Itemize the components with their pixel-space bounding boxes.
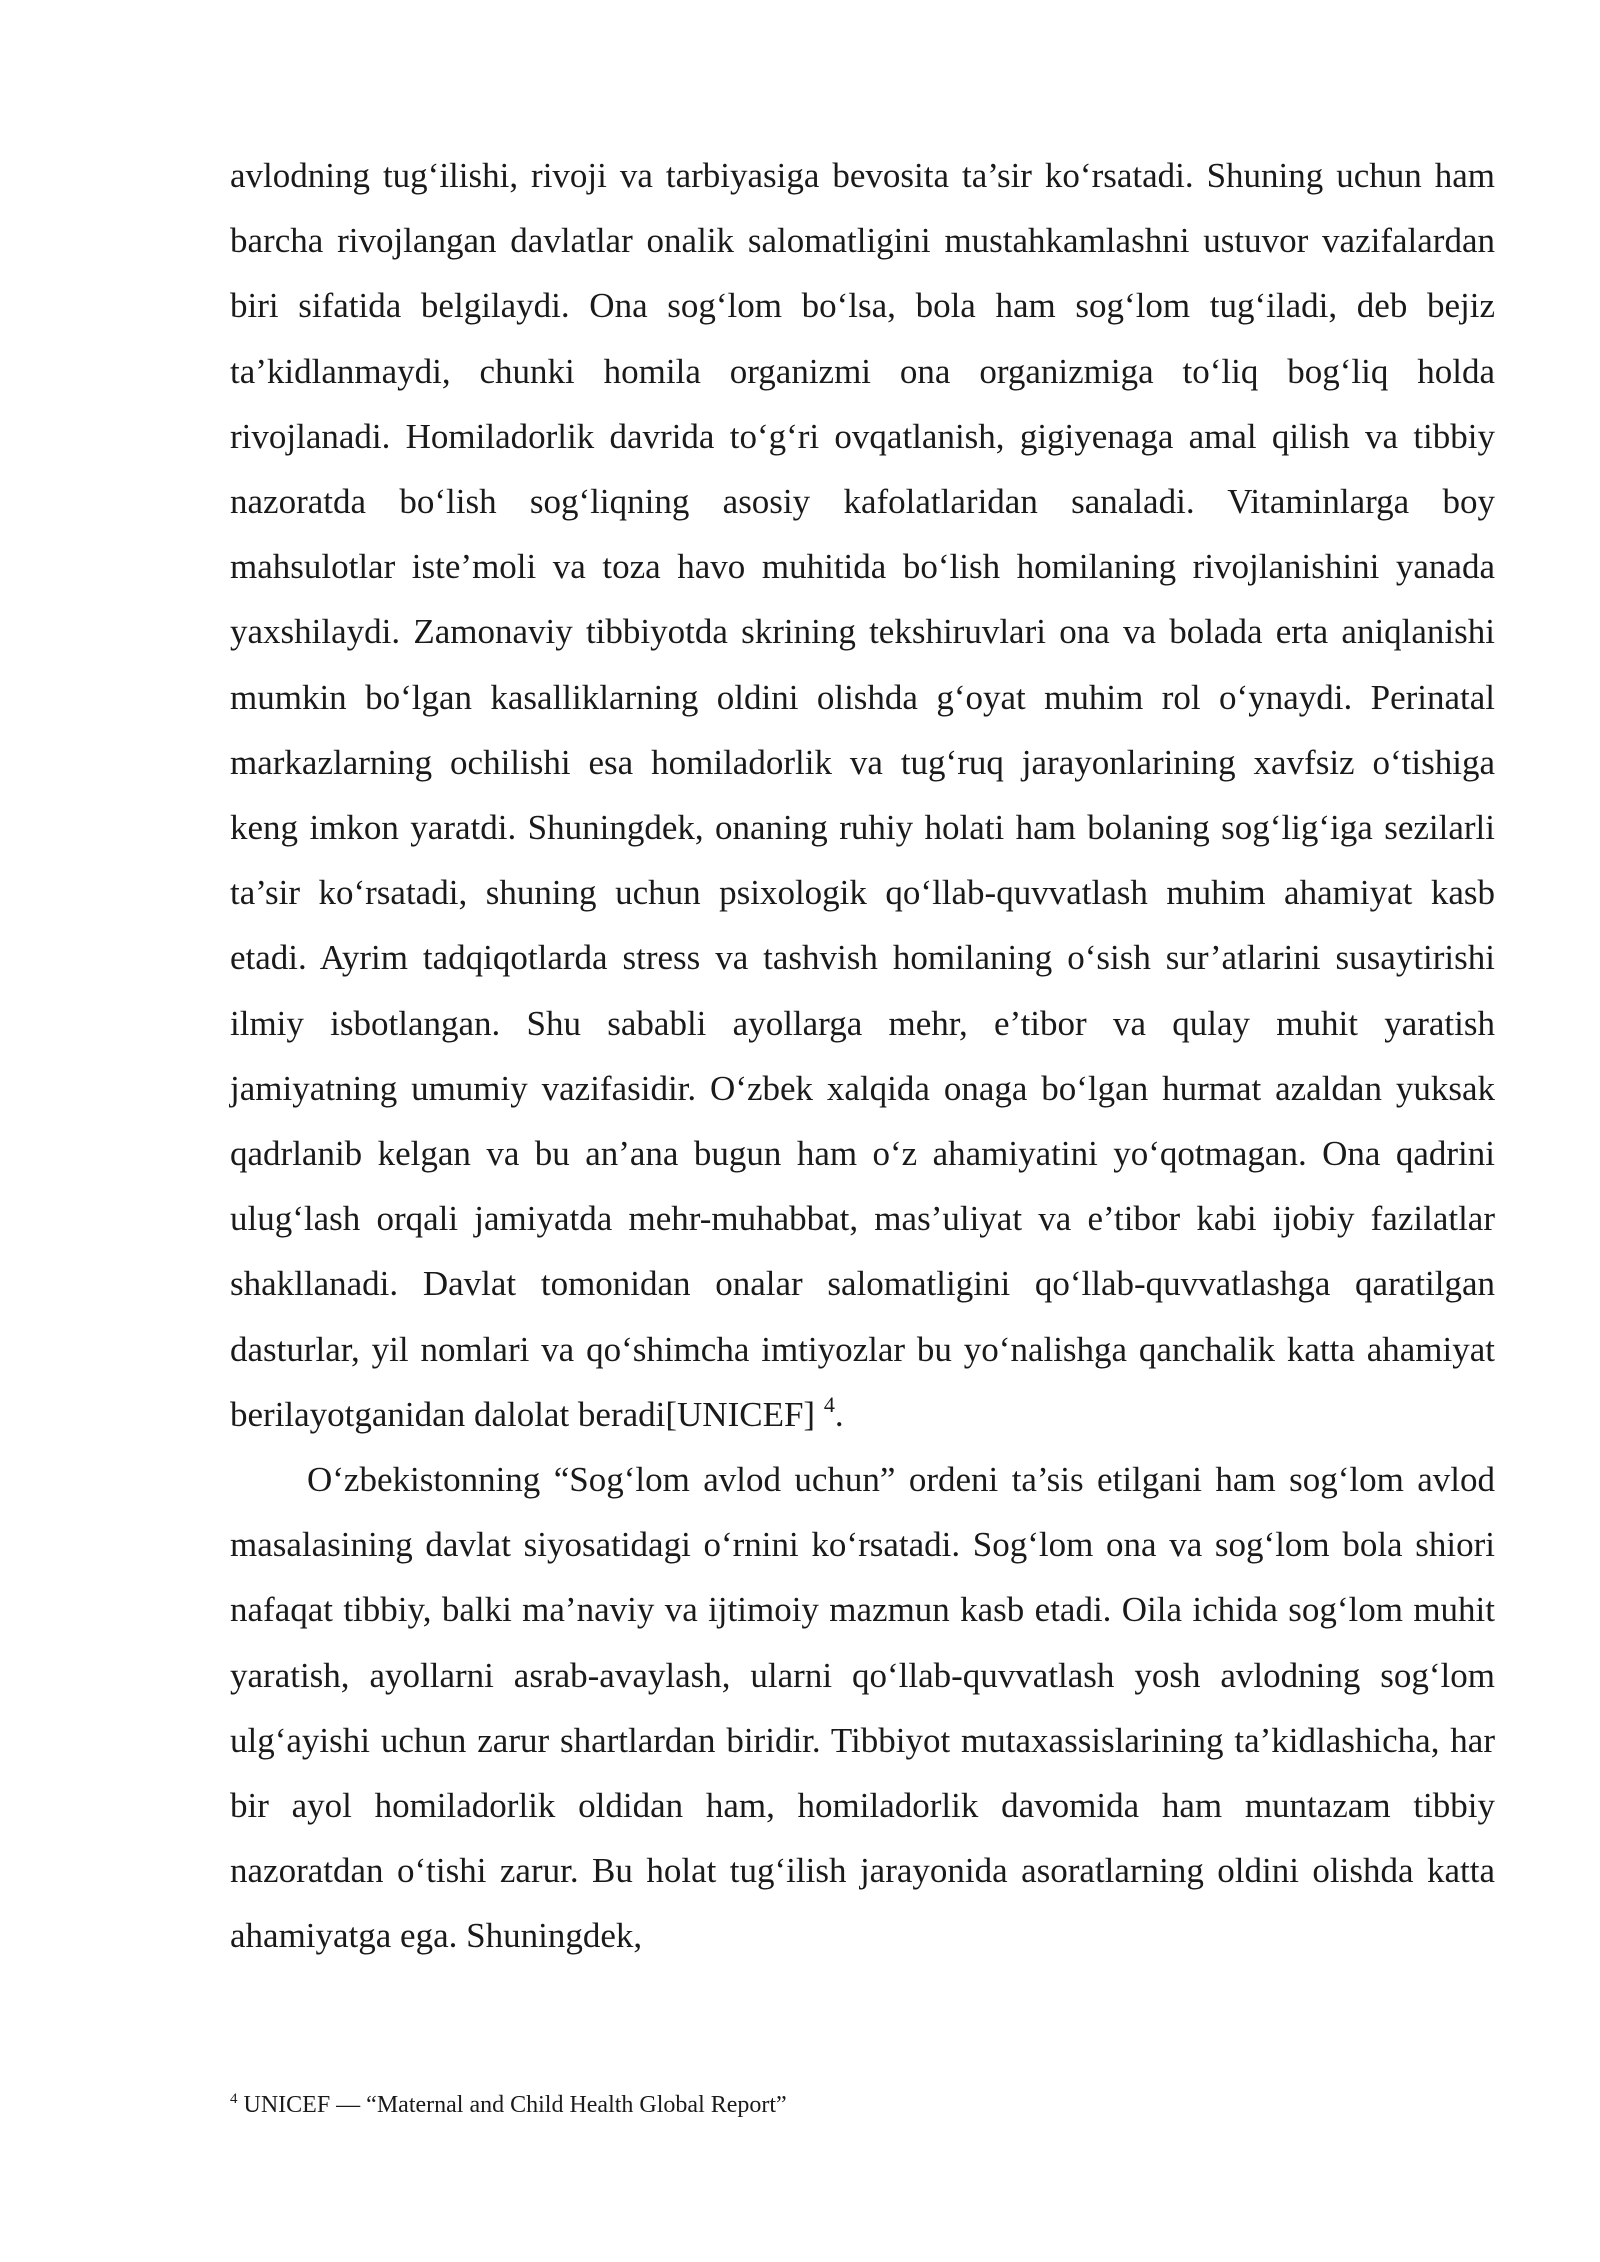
paragraph-1-end: .: [834, 1394, 844, 1434]
footnote-text: UNICEF — “Maternal and Child Health Global Report”: [243, 2092, 787, 2118]
paragraph-1: [230, 143, 1495, 1447]
body-text: [230, 143, 1495, 1969]
paragraph-2: O‘zbekistonning “Sog‘lom avlod uchun” ordeni ta’sis etilgani ham sog‘lom avlod masalasining davlat siyosatidagi o‘rnini ko‘rsatadi. Sog‘lom ona va sog‘lom bola shiori nafaqat tibbiy, balki ma’naviy va ijtimoiy mazmun kasb etadi. Oila ichida sog‘lom muhit yaratish, ayollarni asrab-avaylash, ularni qo‘llab-quvvatlash yosh avlodning sog‘lom ulg‘ayishi uchun zarur shartlardan biridir. Tibbiyot mutaxassislarining ta’kidlashicha, har bir ayol homiladorlik oldidan ham, homiladorlik davomida ham muntazam tibbiy nazoratdan o‘tishi zarur. Bu holat tug‘ilish jarayonida asoratlarning oldini olishda katta ahamiyatga ega. Shuningdek,: [230, 1460, 1495, 1956]
paragraph-1-text: avlodning tug‘ilishi, rivoji va tarbiyasiga bevosita ta’sir ko‘rsatadi. Shuning uchun ham barcha rivojlangan davlatlar onalik salomatligini mustahkamlashni ustuvor vazifalardan biri sifatida belgilaydi. Ona sog‘lom bo‘lsa, bola ham sog‘lom tug‘iladi, deb bejiz ta’kidlanmaydi, chunki homila organizmi ona organizmiga to‘liq bog‘liq holda rivojlanadi. Homiladorlik davrida to‘g‘ri ovqatlanish, gigiyenaga amal qilish va tibbiy nazoratda bo‘lish sog‘liqning asosiy kafolatlaridan sanaladi. Vitaminlarga boy mahsulotlar iste’moli va toza havo muhitida bo‘lish homilaning rivojlanishini yanada yaxshilaydi. Zamonaviy tibbiyotda skrining tekshiruvlari ona va bolada erta aniqlanishi mumkin bo‘lgan kasalliklarning oldini olishda g‘oyat muhim rol o‘ynaydi. Perinatal markazlarning ochilishi esa homiladorlik va tug‘ruq jarayonlarining xavfsiz o‘tishiga keng imkon yaratdi. Shuningdek, onaning ruhiy holati ham bolaning sog‘lig‘iga sezilarli ta’sir ko‘rsatadi, shuning uchun psixologik qo‘llab-quvvatlash muhim ahamiyat kasb etadi. Ayrim tadqiqotlarda stress va tashvish homilaning o‘sish sur’atlarini susaytirishi ilmiy isbotlangan. Shu sababli ayollarga mehr, e’tibor va qulay muhit yaratish jamiyatning umumiy vazifasidir. O‘zbek xalqida onaga bo‘lgan hurmat azaldan yuksak qadrlanib kelgan va bu an’ana bugun ham o‘z ahamiyatini yo‘qotmagan. Ona qadrini ulug‘lash orqali jamiyatda mehr-muhabbat, mas’uliyat va e’tibor kabi ijobiy fazilatlar shakllanadi. Davlat tomonidan onalar salomatligini qo‘llab-quvvatlashga qaratilgan dasturlar, yil nomlari va qo‘shimcha imtiyozlar bu yo‘nalishga qanchalik katta ahamiyat berilayotganidan dalolat beradi[UNICEF]: [230, 156, 1495, 1434]
footnote-reference[interactable]: 4: [823, 1391, 835, 1417]
footnote-number: 4: [230, 2091, 238, 2107]
footnote: [230, 2090, 1495, 2120]
